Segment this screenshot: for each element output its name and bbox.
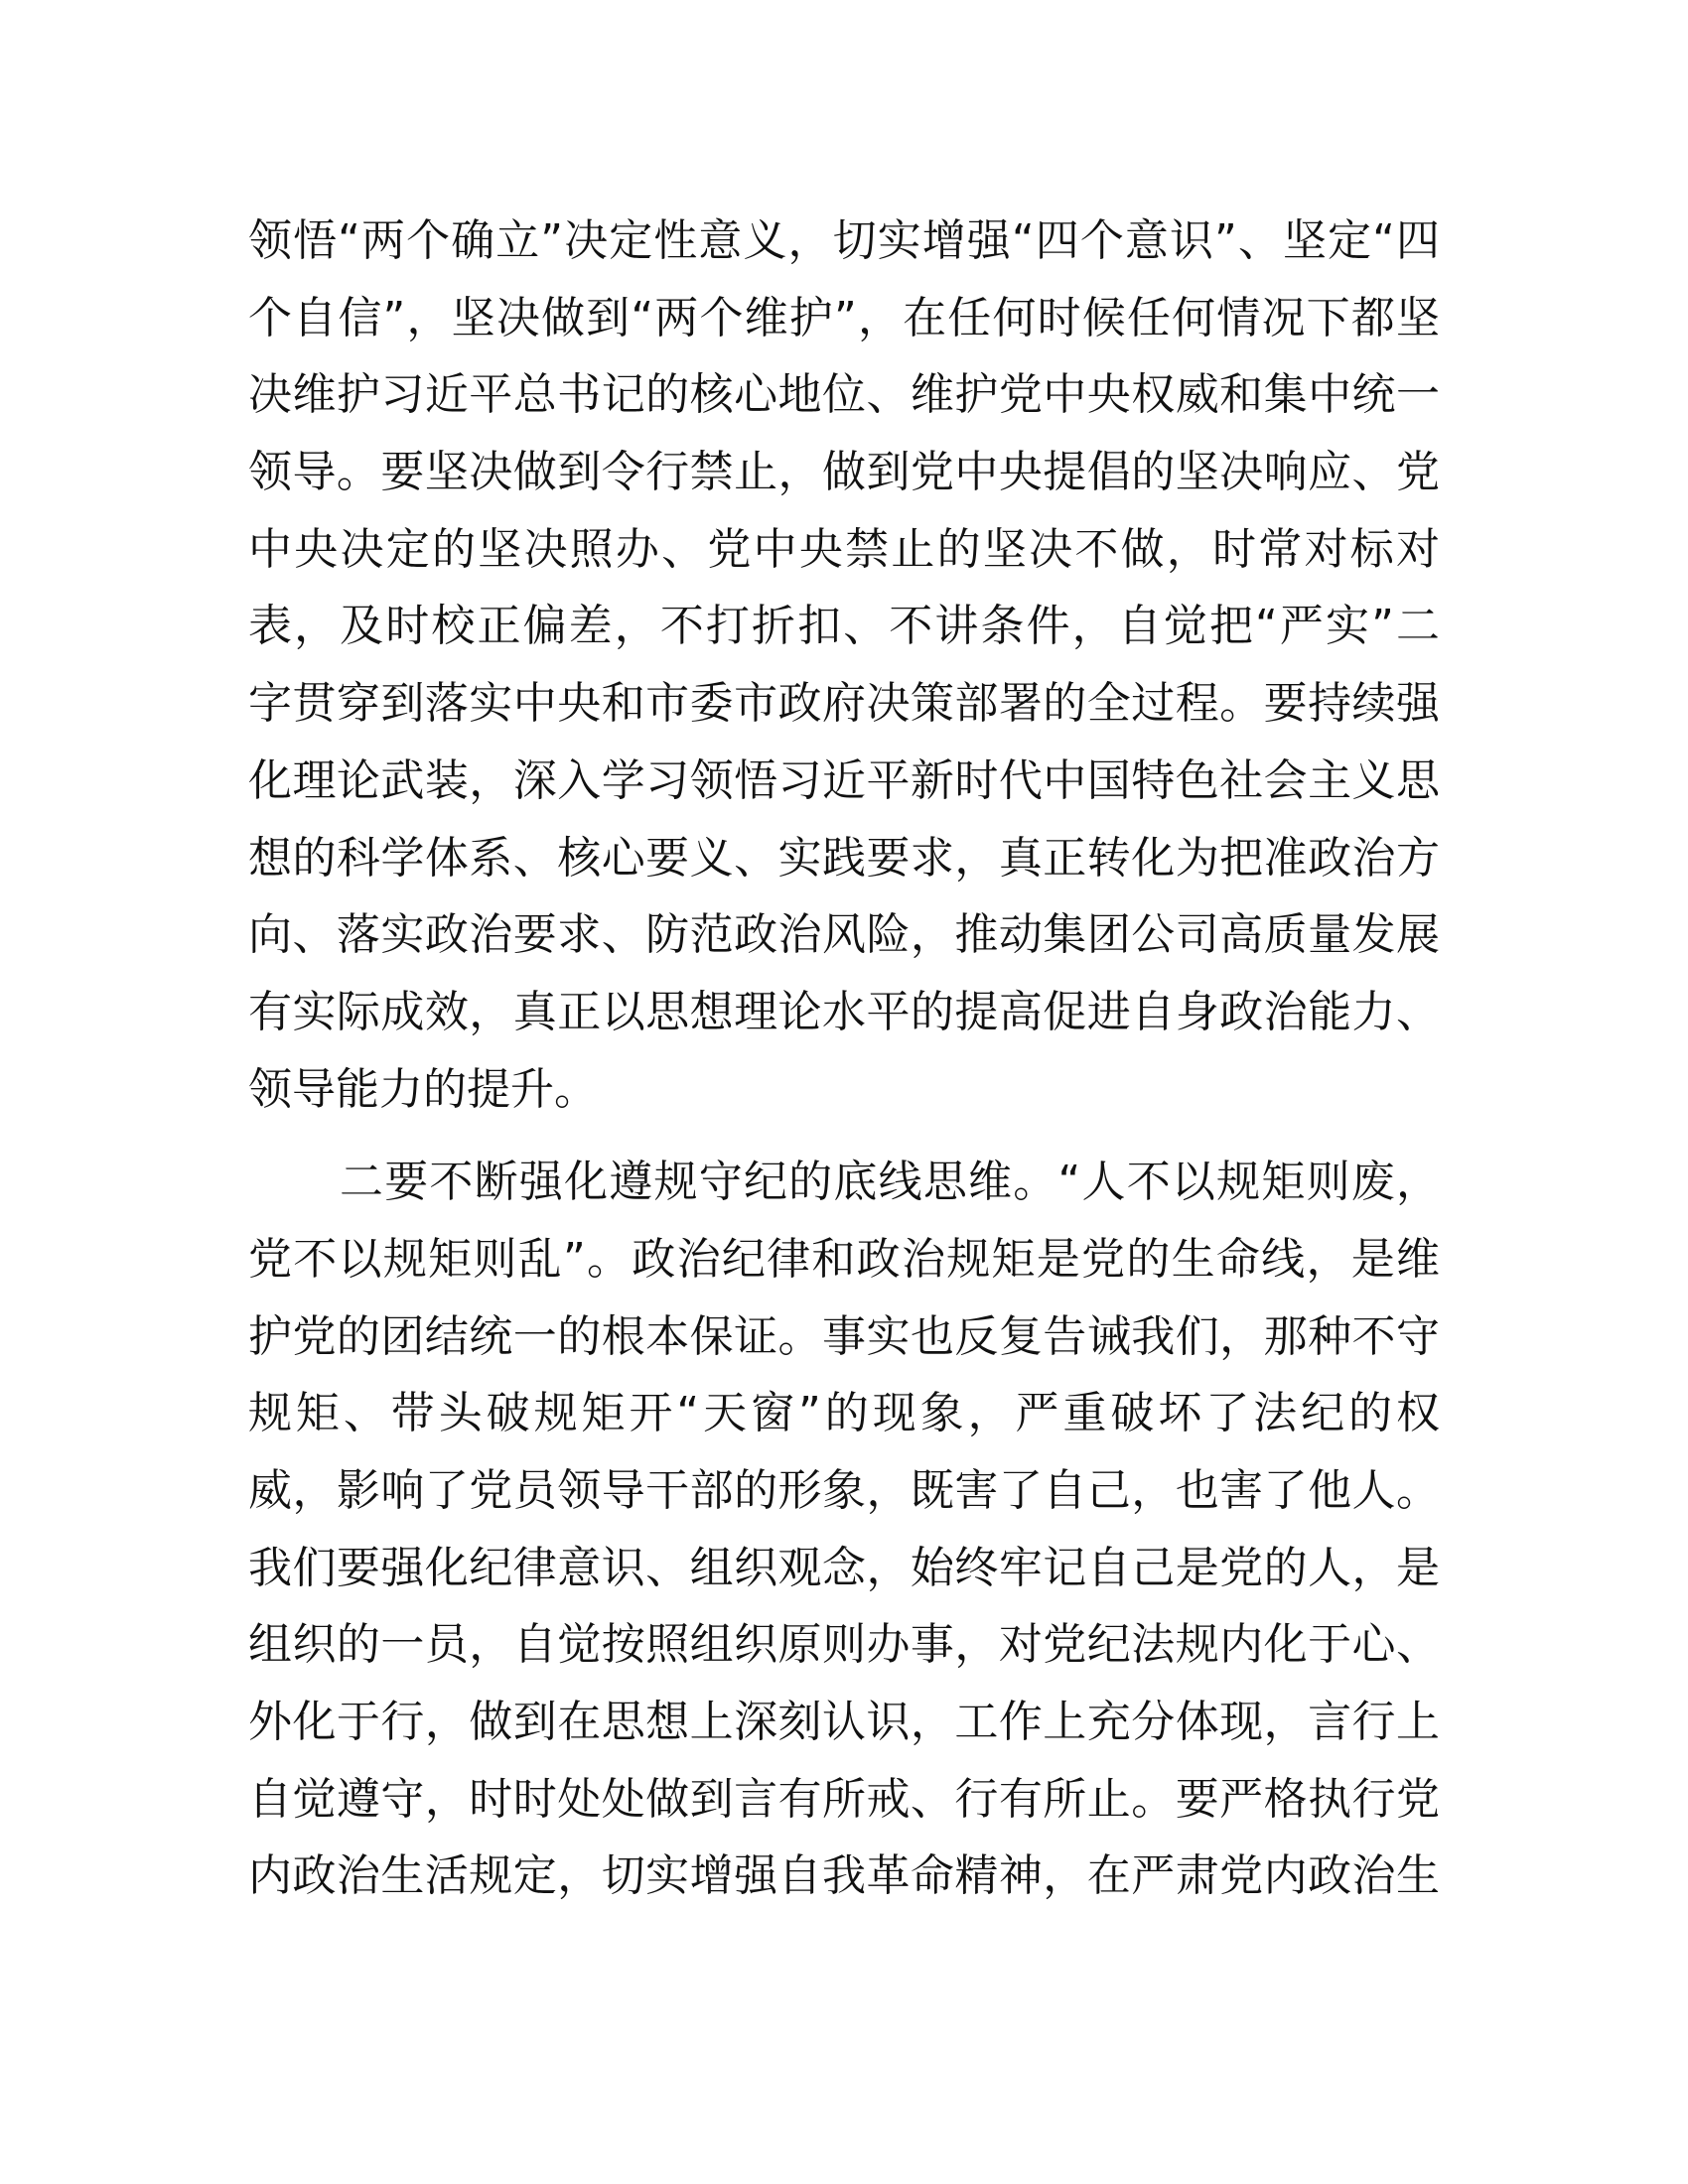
text-line: 护党的团结统一的根本保证。事实也反复告诫我们，那种不守 [248,1310,1440,1362]
text-line: 个自信”，坚决做到“两个维护”，在任何时候任何情况下都坚 [248,292,1440,343]
text-line: 领悟“两个确立”决定性意义，切实增强“四个意识”、坚定“四 [248,215,1440,266]
text-line: 表，及时校正偏差，不打折扣、不讲条件，自觉把“严实”二 [248,601,1440,652]
text-line: 我们要强化纪律意识、组织观念，始终牢记自己是党的人，是 [248,1542,1440,1593]
text-line: 决维护习近平总书记的核心地位、维护党中央权威和集中统一 [248,369,1440,421]
text-line: 想的科学体系、核心要义、实践要求，真正转化为把准政治方 [248,832,1440,884]
text-line: 有实际成效，真正以思想理论水平的提高促进自身政治能力、 [248,986,1440,1037]
text-line: 字贯穿到落实中央和市委市政府决策部署的全过程。要持续强 [248,678,1440,730]
document-body [248,211,1440,1924]
text-line: 领导。要坚决做到令行禁止，做到党中央提倡的坚决响应、党 [248,447,1440,498]
text-line: 向、落实政治要求、防范政治风险，推动集团公司高质量发展 [248,909,1440,961]
text-line: 中央决定的坚决照办、党中央禁止的坚决不做，时常对标对 [248,523,1440,575]
paragraph-spacer [248,1137,1440,1153]
text-line: 威，影响了党员领导干部的形象，既害了自己，也害了他人。 [248,1465,1440,1516]
text-line: 化理论武装，深入学习领悟习近平新时代中国特色社会主义思 [248,754,1440,806]
paragraph-1 [248,211,1440,1137]
text-line: 自觉遵守，时时处处做到言有所戒、行有所止。要严格执行党 [248,1773,1440,1825]
text-line: 领导能力的提升。 [248,1063,598,1115]
text-line: 外化于行，做到在思想上深刻认识，工作上充分体现，言行上 [248,1697,1440,1748]
text-line: 组织的一员，自觉按照组织原则办事，对党纪法规内化于心、 [248,1619,1440,1671]
text-line: 规矩、带头破规矩开“天窗”的现象，严重破坏了法纪的权 [248,1388,1440,1439]
text-line: 党不以规矩则乱”。政治纪律和政治规矩是党的生命线，是维 [248,1233,1440,1285]
text-line: 二要不断强化遵规守纪的底线思维。“人不以规矩则废， [340,1157,1440,1208]
text-line: 内政治生活规定，切实增强自我革命精神，在严肃党内政治生 [248,1850,1440,1902]
paragraph-2 [248,1153,1440,1924]
